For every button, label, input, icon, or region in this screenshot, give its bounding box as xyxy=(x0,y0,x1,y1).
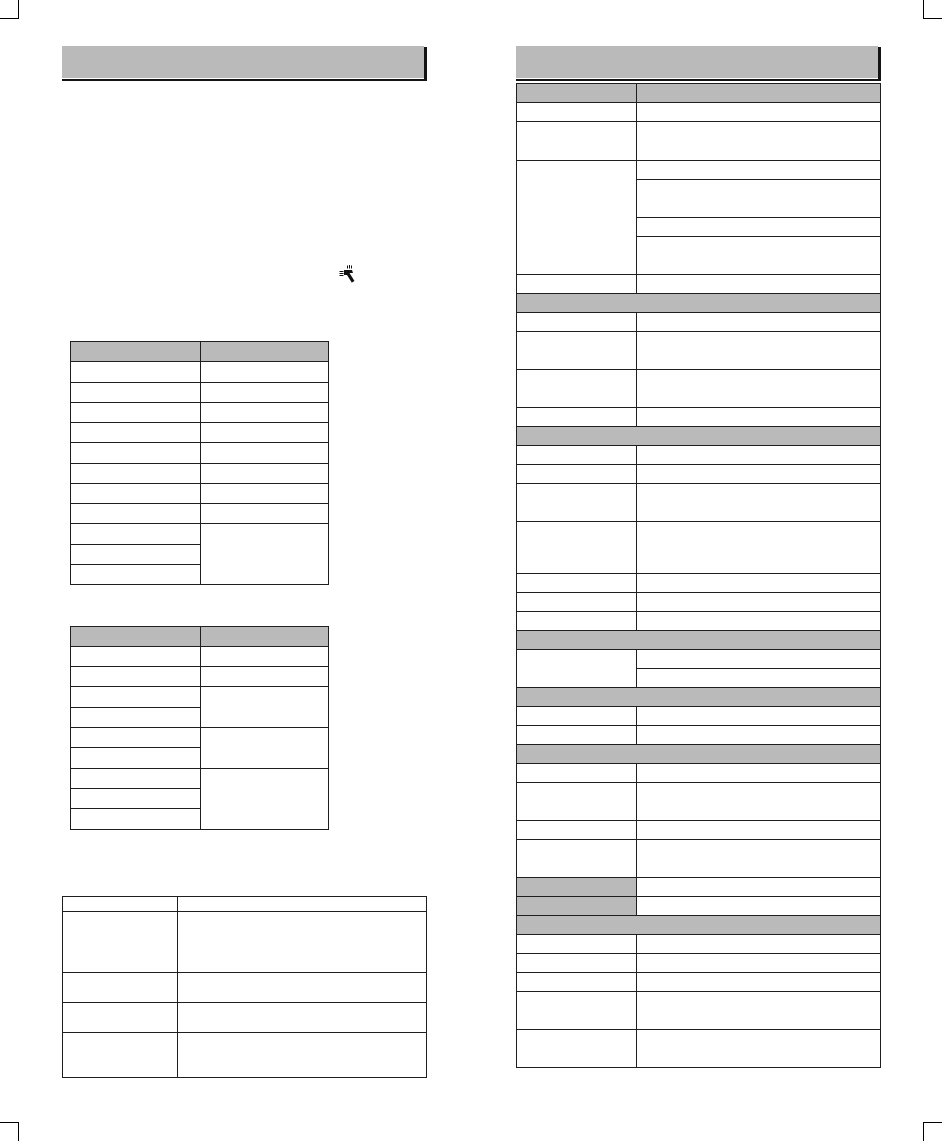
section-header-shadow-right xyxy=(424,47,427,81)
table-label-cell xyxy=(70,666,201,687)
table-value-cell xyxy=(636,312,881,332)
table-label-cell xyxy=(516,312,637,332)
table-label-cell xyxy=(516,763,637,783)
table-value-cell xyxy=(636,782,881,821)
table-value-cell xyxy=(636,445,881,465)
table-label-cell xyxy=(516,592,637,612)
table-value-cell xyxy=(177,1032,427,1078)
table-value-cell xyxy=(636,668,881,688)
table-label-cell xyxy=(516,706,637,726)
table-value-cell xyxy=(636,649,881,669)
table-label-cell xyxy=(516,369,637,408)
table-label-cell xyxy=(70,808,201,830)
table-value-cell xyxy=(636,483,881,522)
section-header-bar-left xyxy=(62,46,427,81)
table-label-cell xyxy=(70,646,201,667)
crop-mark-top-right xyxy=(923,0,942,19)
table-label-cell xyxy=(516,611,637,631)
crop-mark-line xyxy=(18,0,19,19)
table-label-cell xyxy=(62,972,178,1003)
table-label-cell xyxy=(516,464,637,484)
table-value-cell xyxy=(636,896,881,916)
table-value-cell xyxy=(636,160,881,180)
table-value-cell xyxy=(636,877,881,897)
table-label-cell xyxy=(516,445,637,465)
table-label-cell xyxy=(70,544,201,565)
table-value-cell xyxy=(200,686,329,728)
table-value-cell xyxy=(636,953,881,973)
table-label-cell-shaded xyxy=(516,877,637,897)
table-value-cell xyxy=(636,972,881,992)
table-label-cell xyxy=(516,649,637,688)
table-label-cell xyxy=(70,747,201,769)
table-value-cell xyxy=(636,179,881,218)
table-value-cell xyxy=(636,592,881,612)
table-label-cell xyxy=(516,991,637,1030)
table-label-cell xyxy=(516,483,637,522)
table-label-cell xyxy=(516,274,637,294)
table-value-cell xyxy=(636,573,881,593)
crop-mark-line xyxy=(0,18,19,19)
table-header-cell xyxy=(636,83,881,103)
table-value-cell xyxy=(636,521,881,574)
table-value-cell xyxy=(636,407,881,427)
table-value-cell xyxy=(177,1002,427,1033)
shower-head-icon xyxy=(339,265,359,283)
crop-mark-bottom-left xyxy=(0,1122,19,1141)
table-label-cell xyxy=(516,839,637,878)
table-label-cell xyxy=(70,686,201,708)
table-value-cell xyxy=(636,763,881,783)
table-value-cell xyxy=(177,972,427,1003)
table-label-cell xyxy=(516,407,637,427)
section-header-shadow-bottom xyxy=(516,79,881,81)
table-section-band xyxy=(516,915,881,935)
table-label-cell xyxy=(516,160,637,275)
table-value-cell xyxy=(200,402,329,423)
table-value-cell xyxy=(636,725,881,745)
spec-table-left-top xyxy=(70,341,329,585)
spec-table-left-bottom xyxy=(62,896,427,1078)
table-label-cell xyxy=(516,972,637,992)
section-header-shadow-bottom xyxy=(62,79,427,81)
table-value-cell xyxy=(636,369,881,408)
table-label-cell xyxy=(516,573,637,593)
table-value-cell xyxy=(636,121,881,161)
table-value-cell xyxy=(200,382,329,403)
table-label-cell xyxy=(62,1002,178,1033)
table-header-cell xyxy=(516,83,637,103)
table-value-cell xyxy=(177,896,427,912)
table-value-cell xyxy=(200,422,329,443)
table-label-cell xyxy=(516,820,637,840)
table-value-cell xyxy=(636,102,881,122)
table-value-cell xyxy=(200,463,329,484)
table-label-cell xyxy=(70,564,201,585)
table-label-cell xyxy=(70,788,201,809)
crop-mark-line xyxy=(18,1122,19,1141)
table-label-cell xyxy=(70,727,201,748)
table-label-cell xyxy=(516,331,637,370)
table-label-cell xyxy=(516,121,637,161)
table-value-cell xyxy=(636,820,881,840)
crop-mark-line xyxy=(923,1122,924,1141)
table-value-cell xyxy=(200,442,329,464)
table-section-band xyxy=(516,687,881,707)
crop-mark-line xyxy=(0,1122,19,1123)
crop-mark-line xyxy=(923,0,924,19)
table-header-cell xyxy=(70,341,201,362)
table-value-cell xyxy=(636,991,881,1030)
table-value-cell xyxy=(200,483,329,504)
table-label-cell xyxy=(62,1032,178,1078)
table-label-cell xyxy=(516,1029,637,1068)
table-header-cell xyxy=(200,626,329,647)
table-label-cell xyxy=(70,483,201,504)
table-label-cell xyxy=(516,934,637,954)
table-value-cell xyxy=(636,274,881,294)
table-label-cell xyxy=(516,725,637,745)
table-value-cell xyxy=(636,934,881,954)
table-value-cell xyxy=(636,236,881,275)
table-label-cell-shaded xyxy=(516,896,637,916)
table-value-cell xyxy=(200,503,329,524)
table-label-cell xyxy=(62,896,178,912)
table-header-cell xyxy=(70,626,201,647)
table-value-cell xyxy=(636,611,881,631)
table-value-cell xyxy=(200,768,329,830)
section-header-bar-right xyxy=(516,46,881,81)
table-value-cell xyxy=(200,666,329,687)
table-value-cell xyxy=(200,727,329,769)
table-label-cell xyxy=(516,782,637,821)
table-value-cell xyxy=(200,523,329,585)
table-section-band xyxy=(516,630,881,650)
table-label-cell xyxy=(62,911,178,973)
table-label-cell xyxy=(70,523,201,545)
table-label-cell xyxy=(516,521,637,574)
table-value-cell xyxy=(636,331,881,370)
spec-table-right xyxy=(516,83,881,1068)
spec-table-left-middle xyxy=(70,626,329,830)
table-label-cell xyxy=(70,422,201,443)
crop-mark-top-left xyxy=(0,0,19,19)
table-label-cell xyxy=(70,707,201,728)
table-label-cell xyxy=(516,102,637,122)
section-header-shadow-right xyxy=(878,47,881,81)
crop-mark-bottom-right xyxy=(923,1122,942,1141)
table-label-cell xyxy=(70,503,201,524)
table-label-cell xyxy=(70,382,201,403)
table-value-cell xyxy=(636,464,881,484)
table-label-cell xyxy=(70,463,201,484)
table-header-cell xyxy=(200,341,329,362)
table-label-cell xyxy=(70,402,201,423)
table-label-cell xyxy=(70,361,201,383)
table-value-cell xyxy=(200,361,329,383)
table-value-cell xyxy=(636,217,881,237)
table-section-band xyxy=(516,293,881,313)
section-header-fill xyxy=(62,46,424,78)
table-section-band xyxy=(516,426,881,446)
table-value-cell xyxy=(200,646,329,667)
table-label-cell xyxy=(516,953,637,973)
table-value-cell xyxy=(177,911,427,973)
table-section-band xyxy=(516,744,881,764)
table-value-cell xyxy=(636,839,881,878)
crop-mark-line xyxy=(923,18,942,19)
table-label-cell xyxy=(70,442,201,464)
table-value-cell xyxy=(636,1029,881,1068)
table-label-cell xyxy=(70,768,201,789)
section-header-fill xyxy=(516,46,878,78)
crop-mark-line xyxy=(923,1122,942,1123)
table-value-cell xyxy=(636,706,881,726)
